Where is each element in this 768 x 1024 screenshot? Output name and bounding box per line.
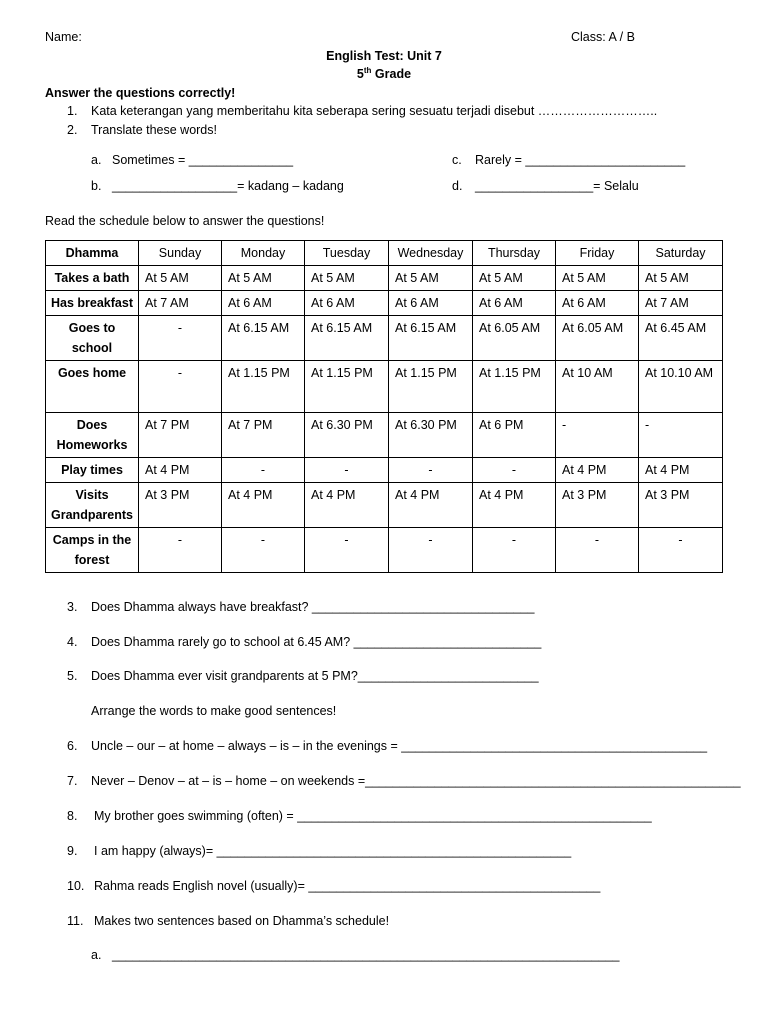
q2c-text: Rarely = _______________________ [475, 153, 686, 167]
table-cell: - [222, 528, 305, 573]
table-row [46, 266, 723, 291]
q3-number: 3. [67, 600, 78, 614]
table-cell: At 6 PM [473, 413, 556, 458]
q2a-text: Sometimes = _______________ [112, 153, 294, 167]
table-header: Saturday [639, 241, 723, 266]
table-cell: At 5 AM [389, 266, 473, 291]
table-header: Dhamma [46, 241, 139, 266]
table-cell: At 6.15 AM [222, 316, 305, 361]
table-cell: At 10 AM [556, 361, 639, 413]
table-header: Thursday [473, 241, 556, 266]
q2-text: Translate these words! [91, 123, 217, 137]
table-cell: At 7 PM [222, 413, 305, 458]
table-cell: At 6.05 AM [556, 316, 639, 361]
q4-number: 4. [67, 635, 78, 649]
table-row [46, 528, 723, 573]
test-title: English Test: Unit 7 [326, 49, 442, 63]
table-cell: At 1.15 PM [222, 361, 305, 413]
q8-number: 8. [67, 809, 78, 823]
table-row [46, 361, 723, 413]
q4-text: Does Dhamma rarely go to school at 6.45 AM? ___________________________ [91, 635, 542, 649]
table-cell: At 1.15 PM [473, 361, 556, 413]
q7-number: 7. [67, 774, 78, 788]
q2d-text: _________________= Selalu [475, 179, 639, 193]
schedule-intro: Read the schedule below to answer the questions! [45, 214, 325, 228]
table-cell: At 5 AM [139, 266, 222, 291]
table-cell: At 4 PM [222, 483, 305, 528]
table-header: Friday [556, 241, 639, 266]
grade-suffix: th [363, 65, 372, 75]
q5-number: 5. [67, 669, 78, 683]
table-cell: - [473, 458, 556, 483]
table-cell: At 1.15 PM [389, 361, 473, 413]
table-cell: At 6.30 PM [305, 413, 389, 458]
table-cell: At 6 AM [222, 291, 305, 316]
table-cell: - [473, 528, 556, 573]
q10-text: Rahma reads English novel (usually)= __________________________________________ [94, 879, 601, 893]
table-cell: At 6.15 AM [389, 316, 473, 361]
table-header: Monday [222, 241, 305, 266]
table-cell: At 6 AM [556, 291, 639, 316]
table-header: Wednesday [389, 241, 473, 266]
table-cell: At 6.05 AM [473, 316, 556, 361]
q1-number: 1. [67, 104, 78, 118]
table-cell: At 6.45 AM [639, 316, 723, 361]
table-cell: - [305, 458, 389, 483]
table-cell: At 3 PM [639, 483, 723, 528]
row-label: Takes a bath [46, 266, 139, 291]
table-cell: At 5 AM [222, 266, 305, 291]
table-cell: At 5 AM [639, 266, 723, 291]
row-label: Play times [46, 458, 139, 483]
q11-number: 11. [67, 914, 84, 928]
q9-number: 9. [67, 844, 78, 858]
q1-text: Kata keterangan yang memberitahu kita seberapa sering sesuatu terjadi disebut ……………………….. [91, 104, 658, 118]
table-cell: - [389, 528, 473, 573]
table-row [46, 483, 723, 528]
table-cell: At 6 AM [305, 291, 389, 316]
table-header: Tuesday [305, 241, 389, 266]
q2a-letter: a. [91, 153, 102, 167]
row-label: Visits Grandparents [46, 483, 139, 528]
grade-line [0, 67, 768, 82]
class-label: Class: A / B [571, 30, 635, 44]
table-cell: At 4 PM [473, 483, 556, 528]
q2b-text: __________________= kadang – kadang [112, 179, 344, 193]
table-cell: - [139, 316, 222, 361]
table-cell: At 5 AM [556, 266, 639, 291]
table-cell: At 5 AM [305, 266, 389, 291]
q7-text: Never – Denov – at – is – home – on weekends =______________________________________________________ [91, 774, 741, 788]
q3-text: Does Dhamma always have breakfast? ________________________________ [91, 600, 535, 614]
q2b-letter: b. [91, 179, 102, 193]
grade-word: Grade [374, 67, 412, 81]
table-cell: At 4 PM [305, 483, 389, 528]
table-cell: At 6.15 AM [305, 316, 389, 361]
table-cell: At 10.10 AM [639, 361, 723, 413]
table-cell: - [556, 528, 639, 573]
q2d-letter: d. [452, 179, 463, 193]
row-label: Goes home [46, 361, 139, 413]
q11a-letter: a. [91, 948, 102, 962]
table-cell: - [222, 458, 305, 483]
table-row [46, 458, 723, 483]
q11-text: Makes two sentences based on Dhamma’s schedule! [94, 914, 390, 928]
table-cell: - [389, 458, 473, 483]
table-row [46, 316, 723, 361]
table-cell: At 4 PM [639, 458, 723, 483]
grade-number: 5 [356, 67, 364, 81]
table-cell: At 7 AM [639, 291, 723, 316]
table-cell: At 1.15 PM [305, 361, 389, 413]
table-row [46, 413, 723, 458]
table-cell: At 3 PM [556, 483, 639, 528]
table-cell: - [639, 413, 723, 458]
table-cell: - [305, 528, 389, 573]
schedule-table [45, 240, 723, 573]
instructions: Answer the questions correctly! [45, 86, 236, 100]
table-cell: At 4 PM [556, 458, 639, 483]
table-cell: At 6 AM [473, 291, 556, 316]
table-cell: At 4 PM [139, 458, 222, 483]
table-cell: At 7 AM [139, 291, 222, 316]
arrange-intro: Arrange the words to make good sentences! [91, 704, 337, 718]
row-label: Camps in the forest [46, 528, 139, 573]
q6-text: Uncle – our – at home – always – is – in the evenings = ____________________________________________ [91, 739, 708, 753]
table-header-row [46, 241, 723, 266]
q6-number: 6. [67, 739, 78, 753]
table-cell: At 6 AM [389, 291, 473, 316]
name-label: Name: [45, 30, 82, 44]
table-cell: At 7 PM [139, 413, 222, 458]
table-cell: At 4 PM [389, 483, 473, 528]
q11a-line: _________________________________________________________________________ [112, 948, 620, 962]
q8-text: My brother goes swimming (often) = ___________________________________________________ [94, 809, 652, 823]
table-cell: At 5 AM [473, 266, 556, 291]
q5-text: Does Dhamma ever visit grandparents at 5 PM?__________________________ [91, 669, 539, 683]
table-row [46, 291, 723, 316]
table-cell: - [556, 413, 639, 458]
table-cell: - [139, 361, 222, 413]
row-label: Has breakfast [46, 291, 139, 316]
q9-text: I am happy (always)= ___________________________________________________ [94, 844, 572, 858]
q10-number: 10. [67, 879, 85, 893]
row-label: Does Homeworks [46, 413, 139, 458]
table-cell: At 3 PM [139, 483, 222, 528]
table-header: Sunday [139, 241, 222, 266]
table-cell: - [639, 528, 723, 573]
table-cell: - [139, 528, 222, 573]
q2c-letter: c. [452, 153, 462, 167]
q2-number: 2. [67, 123, 78, 137]
row-label: Goes to school [46, 316, 139, 361]
table-cell: At 6.30 PM [389, 413, 473, 458]
